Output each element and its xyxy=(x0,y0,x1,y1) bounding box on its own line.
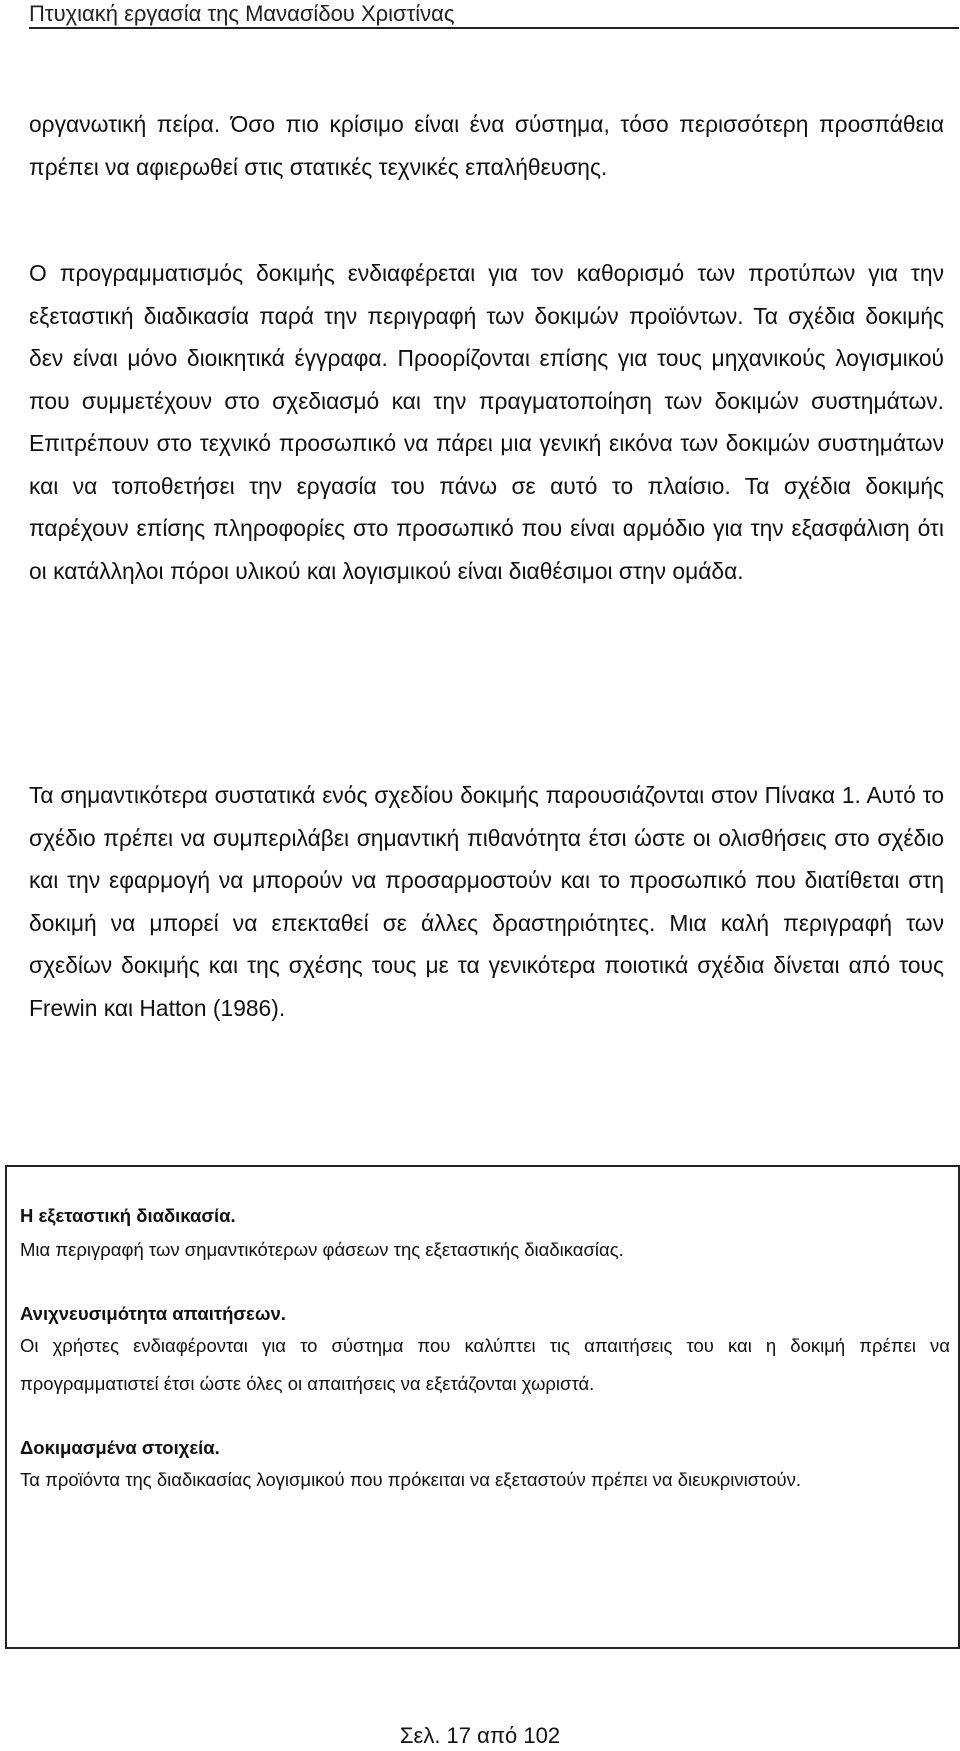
page-header xyxy=(29,0,959,29)
paragraph-3: Τα σημαντικότερα συστατικά ενός σχεδίου δοκιμής παρουσιάζονται στον Πίνακα 1. Αυτό το σχέδιο πρέπει να συμπεριλάβει σημαντική πιθανότητα έτσι ώστε οι ολισθήσεις στο σχέδιο και την εφαρμογή να μπορούν να προσαρμοστούν και το προσωπικό που διατίθεται στη δοκιμή να μπορεί να επεκταθεί σε άλλες δραστηριότητες. Μια καλή περιγραφή των σχεδίων δοκιμής και της σχέσης τους με τα γενικότερα ποιοτικά σχέδια δίνεται από τους Frewin και Hatton (1986). xyxy=(29,782,944,1021)
section-text: Μια περιγραφή των σημαντικότερων φάσεων της εξεταστικής διαδικασίας. xyxy=(20,1239,624,1260)
table-1-box xyxy=(5,1165,960,1649)
table-1-content xyxy=(20,1203,950,1531)
page-number: Σελ. 17 από 102 xyxy=(399,1723,561,1748)
header-title: Πτυχιακή εργασία της Μανασίδου Χριστίνας xyxy=(29,1,455,26)
table-section-tested-items xyxy=(20,1435,950,1499)
paragraph-1: οργανωτική πείρα. Όσο πιο κρίσιμο είναι ένα σύστημα, τόσο περισσότερη προσπάθεια πρέπει να αφιερωθεί στις στατικές τεχνικές επαλήθευσης. xyxy=(29,111,944,180)
section-heading: Η εξεταστική διαδικασία. xyxy=(20,1205,236,1226)
table-section-traceability xyxy=(20,1301,950,1403)
section-text: Τα προϊόντα της διαδικασίας λογισμικού που πρόκειται να εξεταστούν πρέπει να διευκρινιστούν. xyxy=(20,1469,801,1490)
section-heading: Δοκιμασμένα στοιχεία. xyxy=(20,1437,220,1458)
table-section-process xyxy=(20,1203,950,1269)
paragraph-2: Ο προγραμματισμός δοκιμής ενδιαφέρεται για τον καθορισμό των προτύπων για την εξεταστική διαδικασία παρά την περιγραφή των δοκιμών προϊόντων. Τα σχέδια δοκιμής δεν είναι μόνο διοικητικά έγγραφα. Προορίζονται επίσης για τους μηχανικούς λογισμικού που συμμετέχουν στο σχεδιασμό και την πραγματοποίηση των δοκιμών συστημάτων. Επιτρέπουν στο τεχνικό προσωπικό να πάρει μια γενική εικόνα των δοκιμών συστημάτων και να τοποθετήσει την εργασία του πάνω σε αυτό το πλαίσιο. Τα σχέδια δοκιμής παρέχουν επίσης πληροφορίες στο προσωπικό που είναι αρμόδιο για την εξασφάλιση ότι οι κατάλληλοι πόροι υλικού και λογισμικού είναι διαθέσιμοι στην ομάδα. xyxy=(29,260,944,584)
section-heading: Ανιχνευσιμότητα απαιτήσεων. xyxy=(20,1303,286,1324)
section-text: Οι χρήστες ενδιαφέρονται για το σύστημα που καλύπτει τις απαιτήσεις του και η δοκιμή πρέπει να προγραμματιστεί έτσι ώστε όλες οι απαιτήσεις να εξετάζονται χωριστά. xyxy=(20,1335,950,1394)
